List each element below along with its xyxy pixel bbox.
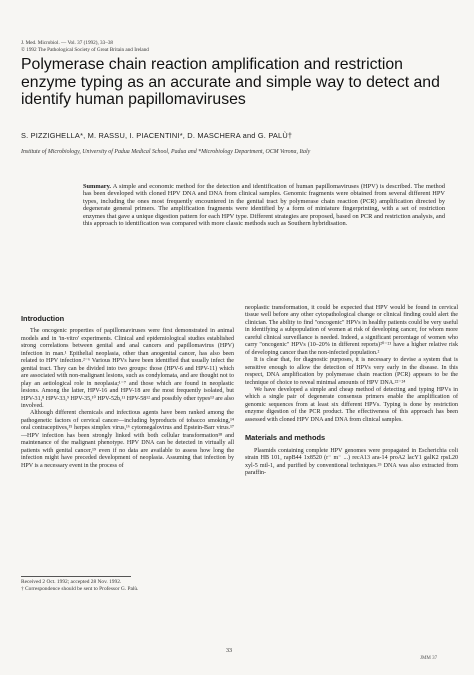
journal-citation: J. Med. Microbiol. — Vol. 37 (1992), 33–38 — [21, 40, 114, 46]
summary-heading: Summary. — [83, 183, 112, 190]
received-date-note: Received 2 Oct. 1992; accepted 28 Nov. 1992. — [21, 579, 122, 585]
footnotes — [21, 579, 234, 592]
intro-paragraph-5: We have developed a simple and cheap method of detecting and typing HPVs in which a single pair of degenerate consensus primers enable the amplification of genomic sequences from at least six different HPVs. Typing is done by restriction enzyme digestion of the PCR product. The effectiveness of this approach has been assessed with cloned HPV DNA and DNA from clinical samples. — [245, 386, 458, 423]
author-list: S. PIZZIGHELLA*, M. RASSU, I. PIACENTINI*, D. MASCHERA and G. PALÙ† — [21, 131, 293, 140]
introduction-heading: Introduction — [21, 314, 65, 323]
footer-right: JMM 37 — [420, 656, 438, 661]
correspondence-note: † Correspondence should be sent to Professor G. Palù. — [21, 585, 139, 592]
intro-paragraph-2: Although different chemicals and infectious agents have been ranked among the pathogenetic factors of cervical cancer—including byproducts of tobacco smoking,¹⁴ oral contraceptives,¹⁵ herpes simplex virus,¹⁶ cytomegalovirus and Epstein-Barr virus.¹⁷—HPV infection has been strongly linked with both cellular transformation¹⁸ and maintenance of the malignant phenotype. HPV DNA can be detected in virtually all patients with genital cancer,¹⁹ even if no data are available to assess how long the infection might have preceded development of neoplasia. Assuming that infection by HPV is a necessary event in the process of — [21, 410, 234, 469]
intro-paragraph-1: The oncogenic properties of papillomaviruses were first demonstrated in animal models and in 'in-vitro' experiments. Clinical and epidemiological studies established strong correlations between genital and anal cancers and papillomavirus (HPV) infection in man.¹ Epithelial neoplasia, other than anogenital cancer, has also been related to HPV infection.²⁻⁶ Various HPVs have been identified that usually infect the genital tract. They can be divided into two groups: those (HPV-6 and HPV-11) which are associated with non-malignant lesions, such as condylomata, and are thought not to play an aetiological role in neoplasia;¹⁻⁷ and those which are found in neoplastic lesions. Among the latter, HPV-16 and HPV-18 are the most frequently isolated, but HPV-31,⁸ HPV-33,⁹ HPV-35,¹⁰ HPV-52b,¹¹ HPV-58¹² and possibly other types¹³ are also involved. — [21, 328, 234, 409]
methods-paragraph-1: Plasmids containing complete HPV genomes were propagated in Escherichia coli strain HB 101, rapB44 1x8520 (r⁻ m⁻ ...) recA13 ara-14 proA2 lacY1 galK2 rpsL20 xyl-5 mtl-1, and purified by conventional techniques.²⁶ DNA was also extracted from paraffin- — [245, 447, 458, 477]
page-number: 33 — [226, 648, 232, 654]
article-title: Polymerase chain reaction amplification and restriction enzyme typing as an accurate and simple way to detect and identify human papillomaviruses — [21, 56, 440, 108]
intro-paragraph-4: It is clear that, for diagnostic purposes, it is necessary to devise a system that is sensitive enough to allow the detection of HPVs very early in the disease. In this respect, DNA amplification by polymerase chain reaction (PCR) appears to be the technique of choice to reveal minimal amounts of HPV DNA.²²⁻²⁴ — [245, 357, 458, 386]
journal-copyright: © 1992 The Pathological Society of Great Britain and Ireland — [21, 46, 149, 53]
abstract-summary — [83, 183, 445, 228]
summary-text: A simple and economic method for the detection and identification of human papillomaviruses (HPV) is described. The method has been developed with cloned HPV DNA and DNA from clinical samples. Genomic fragments were obtained from several different HPV types, including the ones most frequently encountered in the genital tract by polymerase chain reaction (PCR) amplification directed by degenerate general primers. The amplification fragments were identified by a form of miniature fingerprinting, with a set of restriction enzymes that gave a unique digestion pattern for each HPV type. Different strategies are proposed, based on PCR and restriction analysis, and this approach to identification was compared with more classic methods such as Southern hybridisation. — [83, 183, 445, 228]
footnote-divider — [21, 576, 131, 577]
intro-paragraph-3: neoplastic transformation, it could be expected that HPV would be found in cervical tissue well before any other cytopathological change or clinical finding could alert the clinician. The ability to find "oncogenic" HPVs in healthy patients could be very useful in identifying a subpopulation of women at risk of developing cancer, for whom more careful clinical surveillance is needed. Indeed, a significant percentage of women who carry "oncogenic" HPVs (10–20% in different reports)²⁰⁻²¹ have a higher relative risk of developing cancer than the non-infected population.² — [245, 305, 458, 356]
author-affiliation: Institute of Microbiology, University of Padua Medical School, Padua and *Microbiology Department, OCM Verona, Italy — [21, 149, 311, 155]
right-column — [245, 305, 458, 478]
journal-header — [21, 40, 321, 53]
methods-heading: Materials and methods — [245, 433, 326, 443]
left-column — [21, 311, 234, 470]
